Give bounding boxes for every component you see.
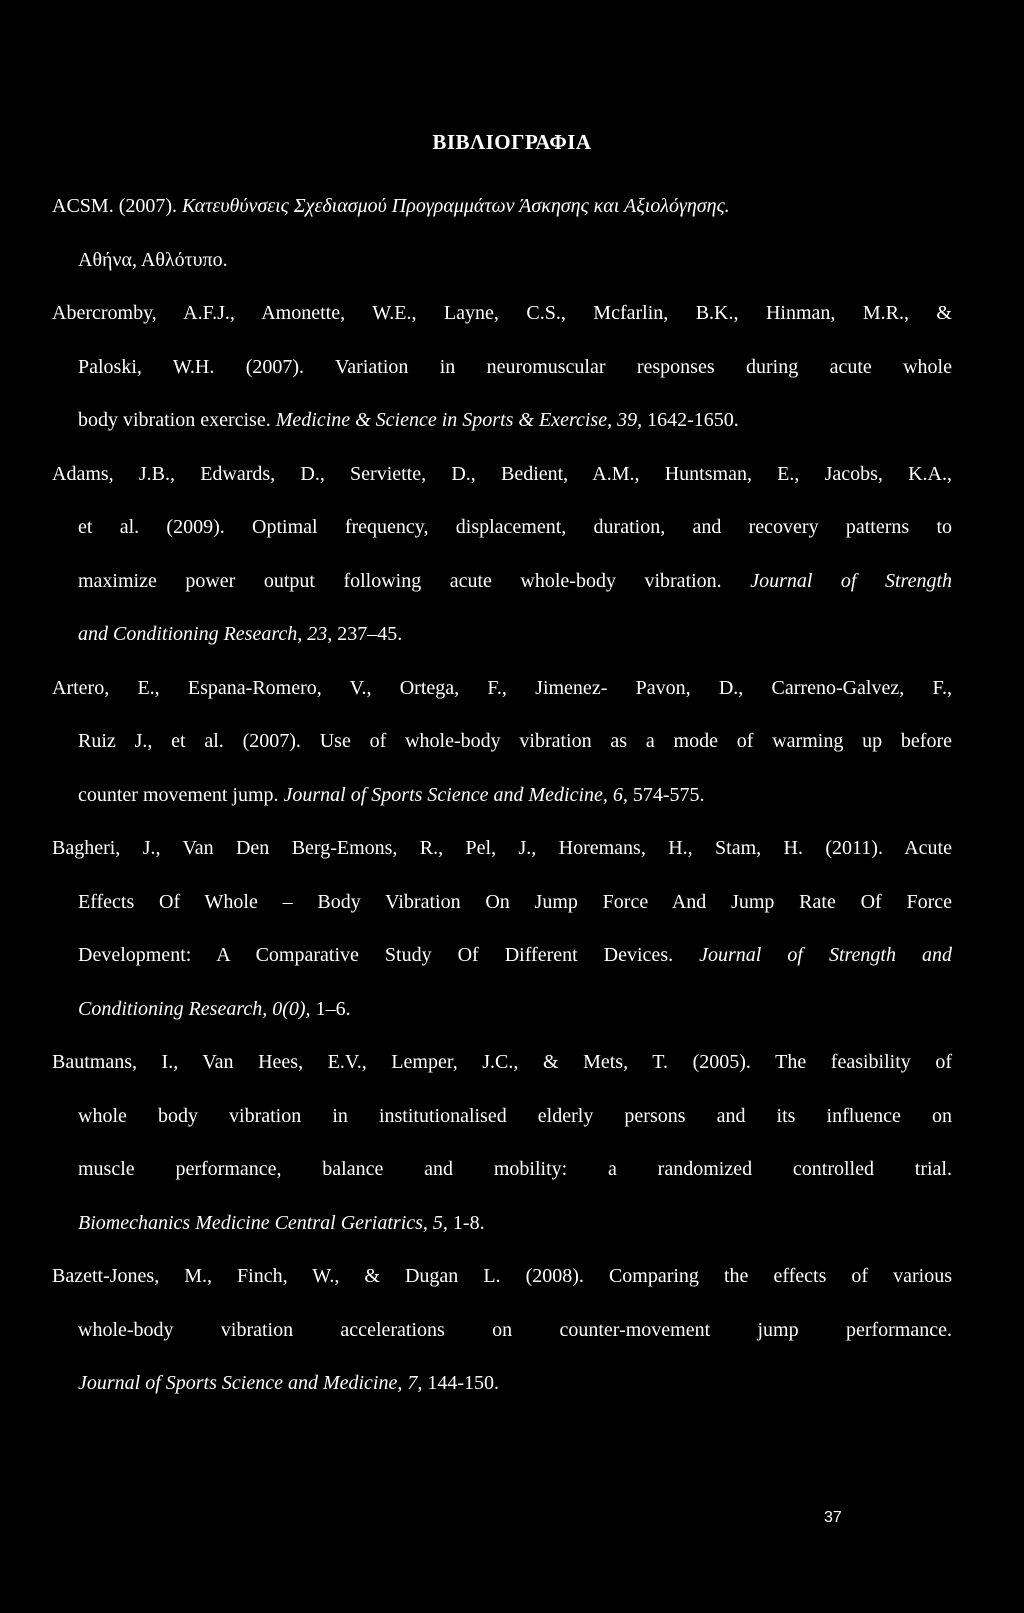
reference-line	[52, 1036, 952, 1090]
reference-text: whole body vibration in institutionalised elderly persons and its influence on	[78, 1104, 952, 1127]
reference-text: Bagheri, J., Van Den Berg-Emons, R., Pel, J., Horemans, H., Stam, H. (2011). Acute	[52, 837, 952, 859]
reference-text: Artero, E., Espana-Romero, V., Ortega, F., Jimenez- Pavon, D., Carreno-Galvez, F.,	[52, 676, 952, 699]
reference-line	[52, 983, 952, 1037]
reference-entry	[52, 287, 952, 448]
reference-entry	[52, 662, 952, 823]
page-number: 37	[824, 1509, 842, 1526]
reference-line	[52, 501, 952, 555]
reference-source-italic: Biomechanics Medicine Central Geriatrics, 5,	[78, 1211, 448, 1234]
reference-text: 1642-1650.	[642, 409, 739, 431]
reference-text: maximize power output following acute whole-body vibration.	[78, 569, 751, 592]
page-title: ΒΙΒΛΙΟΓΡΑΦΙΑ	[432, 130, 592, 154]
reference-line	[52, 234, 952, 288]
reference-source-italic: Journal of Sports Science and Medicine, 6,	[283, 783, 628, 806]
reference-text: Paloski, W.H. (2007). Variation in neuromuscular responses during acute whole	[78, 355, 952, 378]
reference-text: whole-body vibration accelerations on counter-movement jump performance.	[78, 1318, 952, 1341]
reference-source-italic: Journal of Strength	[750, 569, 952, 592]
reference-line	[52, 555, 952, 609]
reference-text: Abercromby, A.F.J., Amonette, W.E., Layne, C.S., Mcfarlin, B.K., Hinman, M.R., &	[52, 302, 952, 324]
reference-line	[52, 876, 952, 930]
reference-text: Αθήνα, Αθλότυπο.	[78, 248, 228, 271]
reference-line	[52, 822, 952, 876]
reference-text: Ruiz J., et al. (2007). Use of whole-body vibration as a mode of warming up before	[78, 730, 952, 752]
reference-line	[52, 180, 952, 234]
reference-source-italic: Journal of Strength and	[699, 944, 952, 966]
reference-line	[52, 1090, 952, 1144]
reference-text: body vibration exercise.	[78, 409, 276, 431]
reference-text: 574-575.	[627, 783, 705, 806]
reference-line	[52, 287, 952, 341]
reference-line	[52, 341, 952, 395]
reference-line	[52, 1143, 952, 1197]
reference-text: 1-8.	[447, 1211, 485, 1234]
reference-line	[52, 1250, 952, 1304]
reference-source-italic: Medicine & Science in Sports & Exercise, 39,	[275, 409, 643, 431]
reference-text: Effects Of Whole – Body Vibration On Jump Force And Jump Rate Of Force	[78, 890, 952, 913]
reference-text: ACSM. (2007).	[52, 195, 183, 217]
reference-entry	[52, 180, 952, 287]
reference-line	[52, 769, 952, 823]
reference-line	[52, 1357, 952, 1411]
reference-source-italic: Κατευθύνσεις Σχεδιασμού Προγραμμάτων Άσκησης και Αξιολόγησης.	[182, 195, 730, 217]
reference-text: Adams, J.B., Edwards, D., Serviette, D., Bedient, A.M., Huntsman, E., Jacobs, K.A.,	[52, 462, 952, 485]
reference-text: Bazett-Jones, M., Finch, W., & Dugan L. (2008). Comparing the effects of various	[52, 1265, 952, 1287]
reference-line	[52, 929, 952, 983]
reference-entry	[52, 448, 952, 662]
reference-line	[52, 715, 952, 769]
reference-text: 1–6.	[310, 997, 351, 1020]
reference-list	[52, 180, 952, 1411]
reference-text: Bautmans, I., Van Hees, E.V., Lemper, J.C., & Mets, T. (2005). The feasibility of	[52, 1051, 952, 1073]
reference-text: muscle performance, balance and mobility: a randomized controlled trial.	[78, 1158, 952, 1180]
reference-line	[52, 448, 952, 502]
reference-line	[52, 662, 952, 716]
reference-line	[52, 1304, 952, 1358]
reference-entry	[52, 1036, 952, 1250]
reference-source-italic: Conditioning Research, 0(0),	[78, 997, 311, 1020]
reference-line	[52, 1197, 952, 1251]
reference-text: Development: A Comparative Study Of Different Devices.	[78, 944, 700, 966]
reference-text: counter movement jump.	[78, 783, 284, 806]
reference-text: 237–45.	[332, 623, 403, 645]
reference-line	[52, 608, 952, 662]
reference-entry	[52, 1250, 952, 1411]
reference-source-italic: and Conditioning Research, 23,	[78, 623, 333, 645]
reference-text: et al. (2009). Optimal frequency, displacement, duration, and recovery patterns to	[78, 516, 952, 538]
reference-text: 144-150.	[422, 1372, 500, 1394]
reference-line	[52, 394, 952, 448]
reference-entry	[52, 822, 952, 1036]
reference-source-italic: Journal of Sports Science and Medicine, 7,	[78, 1372, 423, 1394]
